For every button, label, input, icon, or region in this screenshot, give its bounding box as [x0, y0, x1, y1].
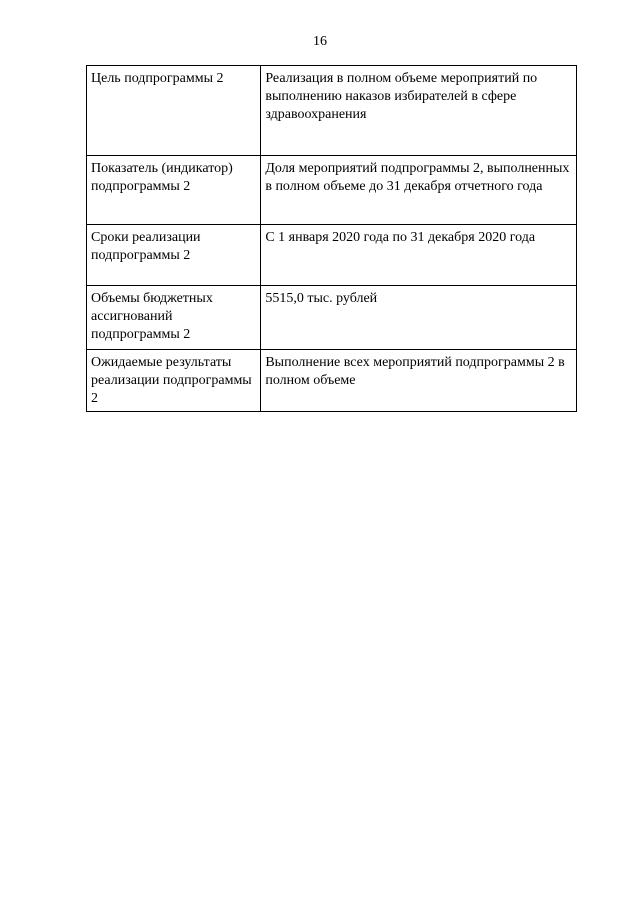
timeframe-label: Сроки реализации подпрограммы 2: [87, 225, 261, 286]
indicator-label: Показатель (индикатор) подпрограммы 2: [87, 156, 261, 225]
budget-label: Объемы бюджетных ассигнований подпрограммы 2: [87, 286, 261, 350]
goal-label: Цель подпрограммы 2: [87, 66, 261, 156]
table-row-goal: [87, 66, 577, 156]
indicator-value: Доля мероприятий подпрограммы 2, выполненных в полном объеме до 31 декабря отчетного года: [261, 156, 577, 225]
budget-value: 5515,0 тыс. рублей: [261, 286, 577, 350]
expected-results-value: Выполнение всех мероприятий подпрограммы 2 в полном объеме: [261, 350, 577, 412]
goal-value: Реализация в полном объеме мероприятий по выполнению наказов избирателей в сфере здравоохранения: [261, 66, 577, 156]
timeframe-value: С 1 января 2020 года по 31 декабря 2020 года: [261, 225, 577, 286]
table-row-budget: [87, 286, 577, 350]
page-number: 16: [313, 34, 327, 49]
table-row-expected-results: [87, 350, 577, 412]
subprogram-passport-table: [86, 65, 577, 412]
table-row-timeframe: [87, 225, 577, 286]
expected-results-label: Ожидаемые результаты реализации подпрограммы 2: [87, 350, 261, 412]
table-row-indicator: [87, 156, 577, 225]
